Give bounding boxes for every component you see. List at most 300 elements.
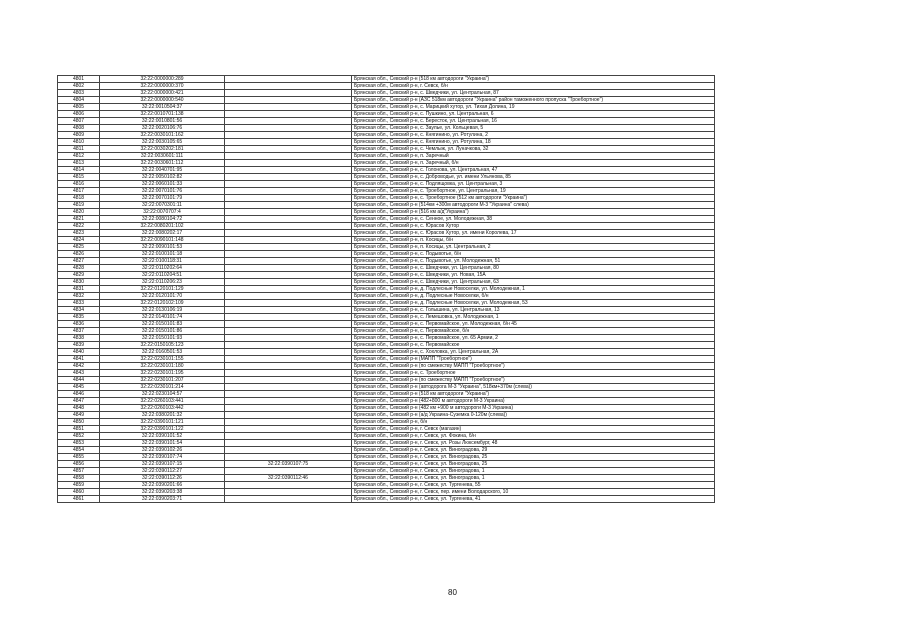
linked-cadastral-number-cell: 32:22:0390112:46 xyxy=(225,475,352,482)
table-row xyxy=(58,335,715,342)
row-number-cell: 4850 xyxy=(58,419,100,426)
table-row xyxy=(58,167,715,174)
cadastral-number-cell: 32:22:0090101:53 xyxy=(100,244,225,251)
table-row xyxy=(58,244,715,251)
linked-cadastral-number-cell xyxy=(225,426,352,433)
linked-cadastral-number-cell xyxy=(225,356,352,363)
table-row xyxy=(58,188,715,195)
linked-cadastral-number-cell xyxy=(225,454,352,461)
row-number-cell: 4813 xyxy=(58,160,100,167)
cadastral-number-cell: 32:22:0030105:65 xyxy=(100,139,225,146)
table-row xyxy=(58,146,715,153)
address-cell: Брянская обл., Севский р-н, с. Шведчики, ул. Центральная, 80 xyxy=(352,265,715,272)
address-cell: Брянская обл., Севский р-н, д. Подлесные Новоселки, ул. Молодежная, 53 xyxy=(352,300,715,307)
cadastral-number-cell: 32:22:0390107:15 xyxy=(100,461,225,468)
linked-cadastral-number-cell xyxy=(225,223,352,230)
table-row xyxy=(58,349,715,356)
row-number-cell: 4854 xyxy=(58,447,100,454)
cadastral-number-cell: 32:22:0070301:11 xyxy=(100,202,225,209)
table-row xyxy=(58,426,715,433)
cadastral-number-cell: 32:22:0080201:102 xyxy=(100,223,225,230)
address-cell: Брянская обл., Севский р-н, с. Хохловка, ул. Центральная, 2А xyxy=(352,349,715,356)
linked-cadastral-number-cell xyxy=(225,76,352,83)
cadastral-number-cell: 32:22:0070101:76 xyxy=(100,188,225,195)
linked-cadastral-number-cell xyxy=(225,202,352,209)
table-row xyxy=(58,118,715,125)
address-cell: Брянская обл., Севский р-н, г. Севск, ул. Розы Люксембург, 48 xyxy=(352,440,715,447)
linked-cadastral-number-cell xyxy=(225,286,352,293)
address-cell: Брянская обл., Севский р-н, с. Первомайское xyxy=(352,342,715,349)
cadastral-number-cell: 32:22:0140101:74 xyxy=(100,314,225,321)
row-number-cell: 4802 xyxy=(58,83,100,90)
row-number-cell: 4804 xyxy=(58,97,100,104)
cadastral-number-cell: 32:22:0080104:72 xyxy=(100,216,225,223)
row-number-cell: 4853 xyxy=(58,440,100,447)
cadastral-number-cell: 32:22:0390101:121 xyxy=(100,419,225,426)
table-row xyxy=(58,384,715,391)
cadastral-number-cell: 32:22:0230101:180 xyxy=(100,363,225,370)
linked-cadastral-number-cell xyxy=(225,272,352,279)
row-number-cell: 4821 xyxy=(58,216,100,223)
row-number-cell: 4805 xyxy=(58,104,100,111)
row-number-cell: 4840 xyxy=(58,349,100,356)
row-number-cell: 4846 xyxy=(58,391,100,398)
table-row xyxy=(58,454,715,461)
cadastral-number-cell: 32:22:0150101:83 xyxy=(100,321,225,328)
cadastral-number-cell: 32:22:0110202:64 xyxy=(100,265,225,272)
row-number-cell: 4803 xyxy=(58,90,100,97)
row-number-cell: 4861 xyxy=(58,496,100,503)
address-cell: Брянская обл., Севский р-н, с. Доброводье, ул. имени Ульянова, 85 xyxy=(352,174,715,181)
address-cell: Брянская обл., Севский р-н (516 км а/д"Украина") xyxy=(352,209,715,216)
cadastral-number-cell: 32:22:0120102:109 xyxy=(100,300,225,307)
address-cell: Брянская обл., Севский р-н, с. Бересток, ул. Центральная, 16 xyxy=(352,118,715,125)
table-row xyxy=(58,307,715,314)
table-row xyxy=(58,83,715,90)
row-number-cell: 4825 xyxy=(58,244,100,251)
address-cell: Брянская обл., Севский р-н (518 км автодороги "Украина") xyxy=(352,391,715,398)
cadastral-number-cell: 32:22:0150101:86 xyxy=(100,328,225,335)
row-number-cell: 4849 xyxy=(58,412,100,419)
table-row xyxy=(58,237,715,244)
table-row xyxy=(58,440,715,447)
address-cell: Брянская обл., Севский р-н, б/н xyxy=(352,419,715,426)
address-cell: Брянская обл., Севский р-н, г. Севск, ул. Фокина, б/н xyxy=(352,433,715,440)
linked-cadastral-number-cell xyxy=(225,181,352,188)
table-row xyxy=(58,475,715,482)
linked-cadastral-number-cell xyxy=(225,412,352,419)
address-cell: Брянская обл., Севский р-н, г. Севск, пер. имени Володарского, 10 xyxy=(352,489,715,496)
row-number-cell: 4836 xyxy=(58,321,100,328)
row-number-cell: 4859 xyxy=(58,482,100,489)
row-number-cell: 4808 xyxy=(58,125,100,132)
cadastral-number-cell: 32:22:0030601:112 xyxy=(100,160,225,167)
row-number-cell: 4843 xyxy=(58,370,100,377)
linked-cadastral-number-cell xyxy=(225,132,352,139)
table-row xyxy=(58,419,715,426)
address-cell: Брянская обл., Севский р-н, г. Севск, ул. Виноградова, 1 xyxy=(352,475,715,482)
linked-cadastral-number-cell xyxy=(225,265,352,272)
table-row xyxy=(58,272,715,279)
cadastral-number-cell: 32:22:0390112:27 xyxy=(100,468,225,475)
linked-cadastral-number-cell xyxy=(225,489,352,496)
table-row xyxy=(58,258,715,265)
address-cell: Брянская обл., Севский р-н, с. Троебортное xyxy=(352,370,715,377)
address-cell: Брянская обл., Севский р-н, с. Подлящовка, ул. Центральная, 3 xyxy=(352,181,715,188)
table-row xyxy=(58,279,715,286)
cadastral-number-cell: 32:22:0150105:123 xyxy=(100,342,225,349)
linked-cadastral-number-cell xyxy=(225,349,352,356)
row-number-cell: 4824 xyxy=(58,237,100,244)
cadastral-number-cell: 32:22:0030601:111 xyxy=(100,153,225,160)
table-row xyxy=(58,153,715,160)
cadastral-number-cell: 32:22:0000000:421 xyxy=(100,90,225,97)
linked-cadastral-number-cell xyxy=(225,419,352,426)
row-number-cell: 4820 xyxy=(58,209,100,216)
row-number-cell: 4858 xyxy=(58,475,100,482)
row-number-cell: 4810 xyxy=(58,139,100,146)
linked-cadastral-number-cell xyxy=(225,90,352,97)
table-row xyxy=(58,328,715,335)
address-cell: Брянская обл., Севский р-н (518 км автодороги "Украина") xyxy=(352,76,715,83)
row-number-cell: 4857 xyxy=(58,468,100,475)
table-row xyxy=(58,223,715,230)
address-cell: Брянская обл., Севский р-н, г. Севск, ул. Виноградова, 1 xyxy=(352,468,715,475)
linked-cadastral-number-cell xyxy=(225,279,352,286)
row-number-cell: 4855 xyxy=(58,454,100,461)
row-number-cell: 4856 xyxy=(58,461,100,468)
linked-cadastral-number-cell xyxy=(225,209,352,216)
table-row xyxy=(58,111,715,118)
row-number-cell: 4830 xyxy=(58,279,100,286)
linked-cadastral-number-cell xyxy=(225,146,352,153)
registry-table-body xyxy=(58,76,715,503)
linked-cadastral-number-cell xyxy=(225,433,352,440)
linked-cadastral-number-cell xyxy=(225,314,352,321)
row-number-cell: 4845 xyxy=(58,384,100,391)
row-number-cell: 4818 xyxy=(58,195,100,202)
address-cell: Брянская обл., Севский р-н, с. Шведчики, ул. Центральная, 63 xyxy=(352,279,715,286)
table-row xyxy=(58,125,715,132)
table-row xyxy=(58,300,715,307)
address-cell: Брянская обл., Севский р-н, с. Голышина, ул. Центральная, 13 xyxy=(352,307,715,314)
row-number-cell: 4838 xyxy=(58,335,100,342)
row-number-cell: 4807 xyxy=(58,118,100,125)
row-number-cell: 4816 xyxy=(58,181,100,188)
cadastral-number-cell: 32:22:0160501:53 xyxy=(100,349,225,356)
cadastral-number-cell: 32:22:0120101:70 xyxy=(100,293,225,300)
row-number-cell: 4831 xyxy=(58,286,100,293)
linked-cadastral-number-cell xyxy=(225,153,352,160)
address-cell: Брянская обл., Севский р-н, г. Севск (магазин) xyxy=(352,426,715,433)
cadastral-number-cell: 32:22:0000000:370 xyxy=(100,83,225,90)
cadastral-number-cell: 32:22:0390203:38 xyxy=(100,489,225,496)
cadastral-number-cell: 32:22:0100118:31 xyxy=(100,258,225,265)
linked-cadastral-number-cell xyxy=(225,300,352,307)
table-row xyxy=(58,251,715,258)
row-number-cell: 4833 xyxy=(58,300,100,307)
linked-cadastral-number-cell xyxy=(225,447,352,454)
linked-cadastral-number-cell xyxy=(225,363,352,370)
cadastral-number-cell: 32:22:0390101:54 xyxy=(100,440,225,447)
table-row xyxy=(58,482,715,489)
linked-cadastral-number-cell xyxy=(225,335,352,342)
row-number-cell: 4811 xyxy=(58,146,100,153)
linked-cadastral-number-cell xyxy=(225,398,352,405)
address-cell: Брянская обл., Севский р-н (по смежеству МАПП "Троебортное") xyxy=(352,377,715,384)
address-cell: Брянская обл., Севский р-н, с. Первомайское, ул. Молодежная, б/н 45 xyxy=(352,321,715,328)
cadastral-number-cell: 32:22:0100101:18 xyxy=(100,251,225,258)
table-row xyxy=(58,104,715,111)
cadastral-number-cell: 32:22:0040701:95 xyxy=(100,167,225,174)
row-number-cell: 4837 xyxy=(58,328,100,335)
address-cell: Брянская обл., Севский р-н, п. Косицы, ул. Центральная, 2 xyxy=(352,244,715,251)
linked-cadastral-number-cell xyxy=(225,251,352,258)
linked-cadastral-number-cell xyxy=(225,321,352,328)
address-cell: Брянская обл., Севский р-н, с. Троебортное, ул. Центральная, 19 xyxy=(352,188,715,195)
cadastral-number-cell: 32:22:0050102:82 xyxy=(100,174,225,181)
linked-cadastral-number-cell xyxy=(225,160,352,167)
table-row xyxy=(58,97,715,104)
address-cell: Брянская обл., Севский р-н, п. Косицы, б/н xyxy=(352,237,715,244)
address-cell: Брянская обл., Севский р-н, г. Севск, б/н xyxy=(352,83,715,90)
linked-cadastral-number-cell xyxy=(225,237,352,244)
cadastral-number-cell: 32:22:0230104:57 xyxy=(100,391,225,398)
row-number-cell: 4819 xyxy=(58,202,100,209)
address-cell: Брянская обл., Севский р-н, с. Княгинино, ул. Ротулина, 2 xyxy=(352,132,715,139)
row-number-cell: 4827 xyxy=(58,258,100,265)
cadastral-number-cell: 32:22:0030101:162 xyxy=(100,132,225,139)
row-number-cell: 4839 xyxy=(58,342,100,349)
linked-cadastral-number-cell xyxy=(225,370,352,377)
address-cell: Брянская обл., Севский р-н, с. Подывотье, ул. Молодежная, 51 xyxy=(352,258,715,265)
cadastral-number-cell: 32:22:0000000:540 xyxy=(100,97,225,104)
address-cell: Брянская обл., Севский р-н, г. Севск, ул. Виноградова, 29 xyxy=(352,447,715,454)
address-cell: Брянская обл., Севский р-н, с. Первомайское, ул. 65 Армии, 2 xyxy=(352,335,715,342)
row-number-cell: 4806 xyxy=(58,111,100,118)
cadastral-number-cell: 32:22:0230101:155 xyxy=(100,356,225,363)
table-row xyxy=(58,76,715,83)
row-number-cell: 4835 xyxy=(58,314,100,321)
table-row xyxy=(58,286,715,293)
table-row xyxy=(58,377,715,384)
cadastral-number-cell: 32:22:0390101:52 xyxy=(100,433,225,440)
row-number-cell: 4841 xyxy=(58,356,100,363)
table-row xyxy=(58,139,715,146)
linked-cadastral-number-cell xyxy=(225,139,352,146)
table-row xyxy=(58,356,715,363)
linked-cadastral-number-cell xyxy=(225,244,352,251)
row-number-cell: 4834 xyxy=(58,307,100,314)
address-cell: Брянская обл., Севский р-н, с. Шведчики, ул. Новая, 15А xyxy=(352,272,715,279)
linked-cadastral-number-cell xyxy=(225,97,352,104)
table-row xyxy=(58,342,715,349)
cadastral-number-cell: 32:22:0380201:32 xyxy=(100,412,225,419)
cadastral-number-cell: 32:22:0060101:33 xyxy=(100,181,225,188)
table-row xyxy=(58,433,715,440)
cadastral-number-cell: 32:22:0110204:51 xyxy=(100,272,225,279)
address-cell: Брянская обл., Севский р-н, г. Севск, ул. Тургенева, 41 xyxy=(352,496,715,503)
table-row xyxy=(58,391,715,398)
address-cell: Брянская обл., Севский р-н (по смежеству МАПП "Троебортное") xyxy=(352,363,715,370)
linked-cadastral-number-cell xyxy=(225,230,352,237)
linked-cadastral-number-cell xyxy=(225,384,352,391)
table-row xyxy=(58,489,715,496)
table-row xyxy=(58,181,715,188)
cadastral-number-cell: 32:22:0020106:76 xyxy=(100,125,225,132)
row-number-cell: 4829 xyxy=(58,272,100,279)
table-row xyxy=(58,405,715,412)
table-row xyxy=(58,195,715,202)
linked-cadastral-number-cell xyxy=(225,496,352,503)
cadastral-number-cell: 32:22:0230101:195 xyxy=(100,370,225,377)
row-number-cell: 4815 xyxy=(58,174,100,181)
row-number-cell: 4814 xyxy=(58,167,100,174)
row-number-cell: 4852 xyxy=(58,433,100,440)
cadastral-number-cell: 32:22:0120101:129 xyxy=(100,286,225,293)
row-number-cell: 4822 xyxy=(58,223,100,230)
address-cell: Брянская обл., Севский р-н, с. Шведчики, ул. Центральная, 87 xyxy=(352,90,715,97)
row-number-cell: 4801 xyxy=(58,76,100,83)
address-cell: Брянская обл., Севский р-н, с. Лемешовка, ул. Молодежная, 1 xyxy=(352,314,715,321)
table-row xyxy=(58,90,715,97)
linked-cadastral-number-cell xyxy=(225,188,352,195)
table-row xyxy=(58,202,715,209)
table-row xyxy=(58,265,715,272)
cadastral-number-cell: 32:22:0130106:19 xyxy=(100,307,225,314)
table-row xyxy=(58,461,715,468)
address-cell: Брянская обл., Севский р-н, с. Пушкино, ул. Центральная, 6 xyxy=(352,111,715,118)
linked-cadastral-number-cell xyxy=(225,342,352,349)
table-row xyxy=(58,209,715,216)
table-row xyxy=(58,230,715,237)
address-cell: Брянская обл., Севский р-н, д. Подлесные Новоселки, б/н xyxy=(352,293,715,300)
row-number-cell: 4826 xyxy=(58,251,100,258)
cadastral-number-cell: 32:22:0150101:93 xyxy=(100,335,225,342)
linked-cadastral-number-cell xyxy=(225,391,352,398)
row-number-cell: 4823 xyxy=(58,230,100,237)
row-number-cell: 4847 xyxy=(58,398,100,405)
address-cell: Брянская обл., Севский р-н, с. Троебортное (512 км автодороги "Украина") xyxy=(352,195,715,202)
row-number-cell: 4842 xyxy=(58,363,100,370)
linked-cadastral-number-cell xyxy=(225,125,352,132)
linked-cadastral-number-cell xyxy=(225,174,352,181)
cadastral-number-cell: 32:22:0070707:4 xyxy=(100,209,225,216)
cadastral-number-cell: 32:22:0030202:181 xyxy=(100,146,225,153)
address-cell: Брянская обл., Севский р-н, с. Марицкий хутор, ул. Тихая Долина, 19 xyxy=(352,104,715,111)
linked-cadastral-number-cell xyxy=(225,195,352,202)
cadastral-number-cell: 32:22:0110206:23 xyxy=(100,279,225,286)
cadastral-number-cell: 32:22:0390101:122 xyxy=(100,426,225,433)
linked-cadastral-number-cell xyxy=(225,258,352,265)
address-cell: Брянская обл., Севский р-н, д. Подлесные Новоселки, ул. Молодежная, 1 xyxy=(352,286,715,293)
table-row xyxy=(58,314,715,321)
address-cell: Брянская обл., Севский р-н, с. Сенное, ул. Молодежная, 38 xyxy=(352,216,715,223)
cadastral-number-cell: 32:22:0260103:442 xyxy=(100,405,225,412)
cadastral-number-cell: 32:22:0070101:79 xyxy=(100,195,225,202)
linked-cadastral-number-cell xyxy=(225,216,352,223)
row-number-cell: 4832 xyxy=(58,293,100,300)
address-cell: Брянская обл., Севский р-н, г. Севск, ул. Виноградова, 25 xyxy=(352,454,715,461)
table-row xyxy=(58,398,715,405)
cadastral-number-cell: 32:22:0080202:17 xyxy=(100,230,225,237)
linked-cadastral-number-cell xyxy=(225,440,352,447)
row-number-cell: 4860 xyxy=(58,489,100,496)
address-cell: Брянская обл., Севский р-н, п. Заречный xyxy=(352,153,715,160)
address-cell: Брянская обл., Севский р-н, г. Севск, ул. Тургенева, 55 xyxy=(352,482,715,489)
cadastral-number-cell: 32:22:0390112:26 xyxy=(100,475,225,482)
address-cell: Брянская обл., Севский р-н, с. Заулье, ул. Кольцевая, 5 xyxy=(352,125,715,132)
cadastral-number-cell: 32:22:0390107:74 xyxy=(100,454,225,461)
cadastral-number-cell: 32:22:0230101:214 xyxy=(100,384,225,391)
cadastral-number-cell: 32:22:0000000:289 xyxy=(100,76,225,83)
cadastral-number-cell: 32:22:0230101:207 xyxy=(100,377,225,384)
address-cell: Брянская обл., Севский р-н (514км +300м автодороги М-3 "Украина" слева) xyxy=(352,202,715,209)
row-number-cell: 4851 xyxy=(58,426,100,433)
linked-cadastral-number-cell xyxy=(225,118,352,125)
address-cell: Брянская обл., Севский р-н (МАПП "Троебортное") xyxy=(352,356,715,363)
cadastral-number-cell: 32:22:0010801:56 xyxy=(100,118,225,125)
row-number-cell: 4828 xyxy=(58,265,100,272)
linked-cadastral-number-cell xyxy=(225,167,352,174)
address-cell: Брянская обл., Севский р-н, с. Юрасов Хутор, ул. имени Королева, 17 xyxy=(352,230,715,237)
cadastral-number-cell: 32:22:0260103:441 xyxy=(100,398,225,405)
linked-cadastral-number-cell: 32:22:0390107:75 xyxy=(225,461,352,468)
address-cell: Брянская обл., Севский р-н (482 км +900 м автодороги М-3 Украина) xyxy=(352,405,715,412)
address-cell: Брянская обл., Севский р-н, г. Севск, ул. Виноградова, 25 xyxy=(352,461,715,468)
table-row xyxy=(58,132,715,139)
address-cell: Брянская обл., Севский р-н (а/д Украина-Суземка 0-120м (слева)) xyxy=(352,412,715,419)
row-number-cell: 4809 xyxy=(58,132,100,139)
address-cell: Брянская обл., Севский р-н, с. Подывотье, б/н xyxy=(352,251,715,258)
linked-cadastral-number-cell xyxy=(225,307,352,314)
address-cell: Брянская обл., Севский р-н (АЗС 518км автодороги "Украина" район таможенного пропуска "Троебортное") xyxy=(352,97,715,104)
cadastral-number-cell: 32:22:0090101:148 xyxy=(100,237,225,244)
table-row xyxy=(58,363,715,370)
cadastral-number-cell: 32:22:0390201:66 xyxy=(100,482,225,489)
table-row xyxy=(58,468,715,475)
address-cell: Брянская обл., Севский р-н, п. Заречный, б/н xyxy=(352,160,715,167)
linked-cadastral-number-cell xyxy=(225,104,352,111)
table-row xyxy=(58,160,715,167)
table-row xyxy=(58,174,715,181)
table-row xyxy=(58,293,715,300)
cadastral-number-cell: 32:22:0390203:71 xyxy=(100,496,225,503)
linked-cadastral-number-cell xyxy=(225,377,352,384)
linked-cadastral-number-cell xyxy=(225,405,352,412)
address-cell: Брянская обл., Севский р-н, с. Чемлыж, ул. Луначкова, 32 xyxy=(352,146,715,153)
table-row xyxy=(58,370,715,377)
linked-cadastral-number-cell xyxy=(225,83,352,90)
registry-table xyxy=(57,75,715,503)
linked-cadastral-number-cell xyxy=(225,293,352,300)
address-cell: Брянская обл., Севский р-н (482+800 м автодороги М-3 Украина) xyxy=(352,398,715,405)
address-cell: Брянская обл., Севский р-н, с. Первомайское, б/н xyxy=(352,328,715,335)
table-row xyxy=(58,496,715,503)
cadastral-number-cell: 32:22:0010504:37 xyxy=(100,104,225,111)
table-row xyxy=(58,447,715,454)
cadastral-number-cell: 32:22:0390102:26 xyxy=(100,447,225,454)
table-row xyxy=(58,321,715,328)
address-cell: Брянская обл., Севский р-н (автодорога М-3 "Украина", 518км+370м (слева)) xyxy=(352,384,715,391)
address-cell: Брянская обл., Севский р-н, с. Юрасов Хутор xyxy=(352,223,715,230)
linked-cadastral-number-cell xyxy=(225,482,352,489)
linked-cadastral-number-cell xyxy=(225,328,352,335)
row-number-cell: 4844 xyxy=(58,377,100,384)
row-number-cell: 4817 xyxy=(58,188,100,195)
address-cell: Брянская обл., Севский р-н, с. Княгинино, ул. Ротулина, 18 xyxy=(352,139,715,146)
table-row xyxy=(58,412,715,419)
